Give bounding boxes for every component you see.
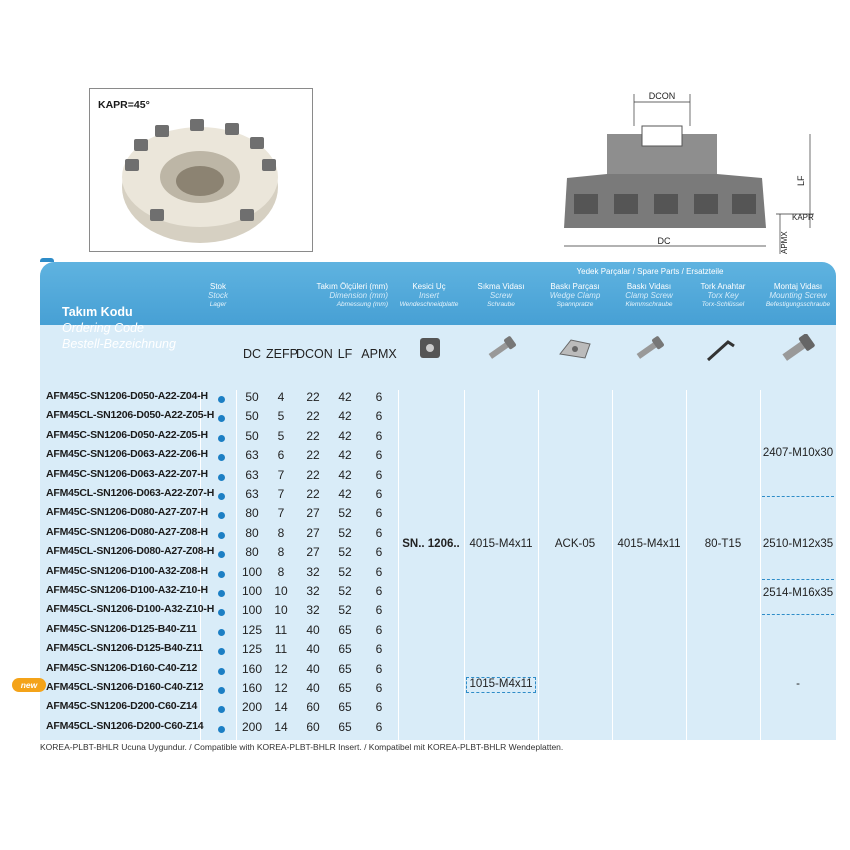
stock-dot	[218, 512, 225, 519]
table-row	[40, 603, 836, 621]
footnote: KOREA-PLBT-BHLR Ucuna Uygundur. / Compatible with KOREA-PLBT-BHLR Insert. / Kompatibel mit KOREA-PLBT-BHLR Wendeplatten.	[40, 742, 564, 752]
table-row	[40, 681, 836, 699]
cell-dc: 100	[241, 584, 263, 598]
kapr-drawing-label: KAPR	[792, 213, 814, 222]
stock-dot	[218, 609, 225, 616]
apmx-label: APMX	[780, 231, 789, 254]
stock-dot	[218, 648, 225, 655]
ordering-code: AFM45CL-SN1206-D050-A22-Z05-H	[46, 409, 215, 422]
new-badge: new	[12, 678, 46, 692]
cell-lf: 52	[338, 525, 352, 540]
dcon-label: DCON	[648, 91, 676, 101]
torx-key-icon	[704, 332, 740, 364]
cell-zefp: 8	[277, 564, 285, 579]
ordering-code: AFM45CL-SN1206-D063-A22-Z07-H	[46, 487, 215, 499]
cell-lf: 42	[338, 428, 352, 443]
stock-dot	[218, 435, 225, 442]
cell-dc: 200	[241, 700, 263, 715]
ordering-code: AFM45C-SN1206-D125-B40-Z11	[46, 622, 197, 635]
mounting-screw-value-1: 2407-M10x30	[762, 447, 834, 459]
table-row	[40, 623, 836, 641]
table-row	[40, 390, 836, 408]
product-table	[40, 390, 836, 740]
cell-apmx: 6	[375, 564, 383, 579]
cell-dcon: 32	[306, 564, 320, 579]
dimension-header: Takım Ölçüleri (mm) Dimension (mm) Abmessung (mm)	[316, 282, 388, 308]
cell-apmx: 6	[375, 390, 383, 404]
ordering-code: AFM45C-SN1206-D063-A22-Z07-H	[46, 467, 208, 480]
ordering-code: AFM45C-SN1206-D200-C60-Z14	[46, 700, 198, 713]
wedge-value: ACK-05	[554, 538, 596, 550]
stock-dot	[218, 532, 225, 539]
table-row	[40, 487, 836, 505]
cell-lf: 65	[338, 700, 352, 715]
table-row	[40, 662, 836, 680]
cell-lf: 52	[338, 564, 352, 579]
torx-key-header: Tork Anahtar Torx Key Torx-Schlüssel	[700, 282, 746, 308]
cell-dcon: 22	[306, 487, 320, 501]
mounting-screw-header: Montaj Vidası Mounting Screw Befestigungsschraube	[765, 282, 831, 308]
cell-dcon: 32	[306, 584, 320, 598]
stock-dot	[218, 571, 225, 578]
ordering-code: AFM45CL-SN1206-D125-B40-Z11	[46, 642, 203, 655]
table-row	[40, 448, 836, 466]
cell-dcon: 22	[306, 448, 320, 463]
cell-apmx: 6	[375, 622, 383, 637]
cell-dcon: 22	[306, 428, 320, 443]
cell-dc: 125	[241, 622, 263, 637]
cell-dc: 80	[245, 525, 259, 540]
cell-lf: 42	[338, 409, 352, 424]
clamp-screw-icon	[632, 334, 666, 364]
col-apmx: APMX	[361, 347, 397, 361]
table-row	[40, 642, 836, 660]
col-lf: LF	[337, 347, 353, 361]
cell-dc: 63	[245, 448, 259, 463]
product-photo	[89, 88, 313, 252]
cell-dc: 160	[241, 661, 263, 676]
clamp-screw-header: Baskı Vidası Clamp Screw Klemmschraube	[625, 282, 673, 308]
cell-zefp: 7	[277, 506, 285, 521]
screw-header: Sıkma Vidası Screw Schraube	[477, 282, 525, 308]
screw-value-new: 1015-M4x11	[469, 678, 533, 690]
ordering-code: AFM45CL-SN1206-D080-A27-Z08-H	[46, 545, 215, 558]
cell-zefp: 5	[277, 409, 285, 424]
cell-zefp: 8	[277, 545, 285, 560]
cell-lf: 65	[338, 719, 352, 734]
cell-lf: 65	[338, 681, 352, 695]
cell-dcon: 40	[306, 622, 320, 637]
cell-apmx: 6	[375, 448, 383, 463]
cell-dc: 63	[245, 467, 259, 482]
kapr-label: KAPR=45°	[98, 99, 150, 111]
cell-zefp: 7	[277, 467, 285, 482]
cell-zefp: 5	[277, 428, 285, 443]
cell-zefp: 14	[274, 719, 288, 734]
insert-header: Kesici Uç Insert Wendeschneidplatte	[399, 282, 459, 308]
table-row	[40, 584, 836, 602]
cell-dcon: 40	[306, 642, 320, 657]
insert-icon	[418, 336, 442, 360]
cell-dc: 200	[241, 719, 263, 734]
ordering-code: AFM45CL-SN1206-D160-C40-Z12	[46, 681, 204, 693]
cell-dc: 50	[245, 409, 259, 424]
stock-dot	[218, 551, 225, 558]
cell-apmx: 6	[375, 603, 383, 618]
stock-dot	[218, 415, 225, 422]
clamp-screw-value: 4015-M4x11	[617, 538, 681, 550]
cell-apmx: 6	[375, 719, 383, 734]
cell-zefp: 4	[277, 390, 285, 404]
cell-lf: 65	[338, 642, 352, 657]
cell-apmx: 6	[375, 506, 383, 521]
mounting-screw-value-2: 2510-M12x35	[762, 538, 834, 550]
ordering-code: AFM45C-SN1206-D100-A32-Z10-H	[46, 584, 208, 596]
cell-zefp: 12	[274, 661, 288, 676]
ordering-code-header: Takım Kodu Ordering Code Bestell-Bezeichnung	[62, 305, 176, 351]
stock-dot	[218, 687, 225, 694]
cell-apmx: 6	[375, 700, 383, 715]
ordering-code: AFM45C-SN1206-D080-A27-Z08-H	[46, 525, 208, 538]
cell-dc: 160	[241, 681, 263, 695]
mounting-screw-icon	[778, 334, 816, 364]
cell-dc: 80	[245, 506, 259, 521]
ordering-code: AFM45C-SN1206-D050-A22-Z05-H	[46, 428, 208, 441]
stock-dot	[218, 454, 225, 461]
cell-dcon: 22	[306, 409, 320, 424]
cell-lf: 52	[338, 584, 352, 598]
cell-apmx: 6	[375, 525, 383, 540]
torx-key-value: 80-T15	[704, 538, 742, 550]
table-row	[40, 700, 836, 718]
cell-lf: 65	[338, 622, 352, 637]
stock-dot	[218, 726, 225, 733]
col-zefp: ZEFP	[266, 347, 298, 361]
table-row	[40, 720, 836, 738]
technical-drawing	[552, 86, 822, 256]
cell-apmx: 6	[375, 487, 383, 501]
cell-apmx: 6	[375, 545, 383, 560]
ordering-code: AFM45C-SN1206-D080-A27-Z07-H	[46, 506, 208, 519]
table-row	[40, 565, 836, 583]
stock-dot	[218, 396, 225, 403]
table-row	[40, 409, 836, 427]
stock-header: Stok Stock Lager	[207, 282, 228, 308]
cell-dcon: 27	[306, 545, 320, 560]
cell-dcon: 22	[306, 390, 320, 404]
ordering-code: AFM45CL-SN1206-D200-C60-Z14	[46, 719, 204, 732]
cell-apmx: 6	[375, 661, 383, 676]
insert-value: SN.. 1206..	[402, 538, 460, 550]
cell-lf: 52	[338, 603, 352, 618]
cell-lf: 42	[338, 467, 352, 482]
cell-zefp: 10	[274, 584, 288, 598]
cell-lf: 52	[338, 545, 352, 560]
cell-zefp: 11	[274, 642, 288, 657]
ordering-code: AFM45C-SN1206-D160-C40-Z12	[46, 661, 198, 674]
cell-dc: 125	[241, 642, 263, 657]
cell-zefp: 10	[274, 603, 288, 618]
cell-lf: 65	[338, 661, 352, 676]
ordering-code: AFM45CL-SN1206-D100-A32-Z10-H	[46, 603, 215, 616]
cell-apmx: 6	[375, 584, 383, 598]
stock-dot	[218, 668, 225, 675]
dc-label: DC	[657, 236, 671, 246]
cell-dcon: 60	[306, 719, 320, 734]
table-row	[40, 429, 836, 447]
cell-lf: 42	[338, 448, 352, 463]
stock-dot	[218, 590, 225, 597]
cell-dcon: 27	[306, 525, 320, 540]
cell-dc: 63	[245, 487, 259, 501]
table-row	[40, 468, 836, 486]
cell-apmx: 6	[375, 642, 383, 657]
cell-dc: 100	[241, 564, 263, 579]
cell-zefp: 6	[277, 448, 285, 463]
cell-zefp: 12	[274, 681, 288, 695]
cell-zefp: 7	[277, 487, 285, 501]
cell-dc: 80	[245, 545, 259, 560]
screw-value: 4015-M4x11	[469, 538, 533, 550]
cell-dcon: 40	[306, 681, 320, 695]
cell-zefp: 8	[277, 525, 285, 540]
ordering-code: AFM45C-SN1206-D063-A22-Z06-H	[46, 448, 208, 461]
cell-lf: 42	[338, 390, 352, 404]
spare-parts-header: Yedek Parçalar / Spare Parts / Ersatzteile	[576, 267, 724, 276]
cell-lf: 52	[338, 506, 352, 521]
cell-apmx: 6	[375, 428, 383, 443]
ordering-code: AFM45C-SN1206-D050-A22-Z04-H	[46, 390, 208, 402]
mounting-screw-value-4: -	[796, 678, 800, 690]
cell-apmx: 6	[375, 681, 383, 695]
cell-dcon: 32	[306, 603, 320, 618]
wedge-clamp-icon	[557, 336, 593, 362]
table-row	[40, 506, 836, 524]
ordering-code: AFM45C-SN1206-D100-A32-Z08-H	[46, 564, 208, 577]
cell-dcon: 27	[306, 506, 320, 521]
stock-dot	[218, 629, 225, 636]
stock-dot	[218, 493, 225, 500]
cell-zefp: 14	[274, 700, 288, 715]
cell-apmx: 6	[375, 409, 383, 424]
milling-cutter-photo	[90, 89, 312, 251]
cell-dc: 50	[245, 428, 259, 443]
cell-apmx: 6	[375, 467, 383, 482]
stock-dot	[218, 706, 225, 713]
screw-icon	[484, 334, 518, 364]
cell-lf: 42	[338, 487, 352, 501]
cell-dc: 100	[241, 603, 263, 618]
wedge-header: Baskı Parçası Wedge Clamp Spannpratze	[549, 282, 601, 308]
cell-zefp: 11	[274, 622, 288, 637]
stock-dot	[218, 474, 225, 481]
col-dc: DC	[242, 347, 262, 361]
cell-dcon: 22	[306, 467, 320, 482]
table-header	[40, 262, 836, 390]
cell-dcon: 40	[306, 661, 320, 676]
cell-dcon: 60	[306, 700, 320, 715]
lf-label: LF	[796, 175, 806, 186]
cell-dc: 50	[245, 390, 259, 404]
col-dcon: DCON	[296, 347, 333, 361]
mounting-screw-value-3: 2514-M16x35	[762, 587, 834, 599]
